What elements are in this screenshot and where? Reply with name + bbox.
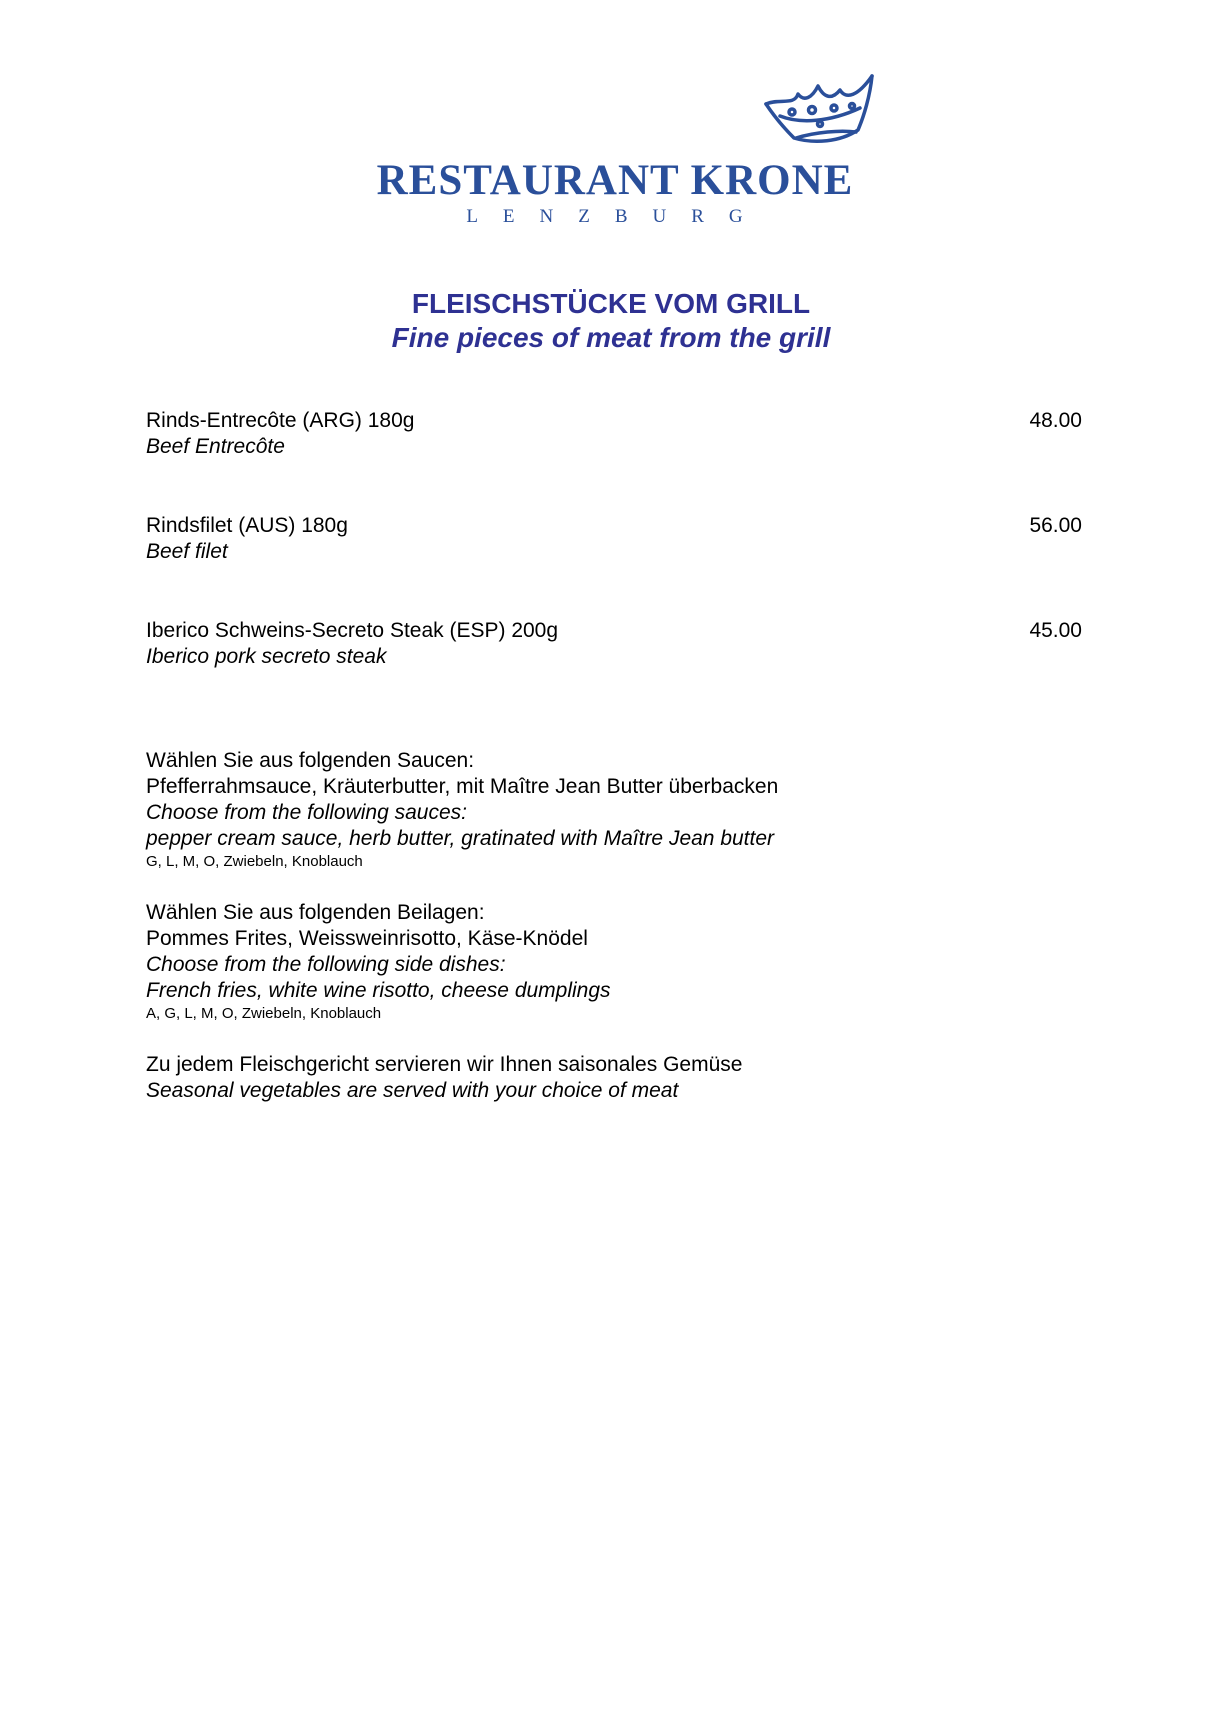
sides-list-de: Pommes Frites, Weissweinrisotto, Käse-Knödel	[146, 927, 588, 950]
menu-item	[146, 408, 1082, 460]
sauces-section	[146, 748, 1046, 872]
menu-item-price: 45.00	[1029, 619, 1082, 642]
sauces-list-de: Pfefferrahmsauce, Kräuterbutter, mit Maître Jean Butter überbacken	[146, 775, 779, 798]
sides-section	[146, 900, 1046, 1024]
section-title-de: FLEISCHSTÜCKE VOM GRILL	[411, 288, 811, 319]
sides-intro-de: Wählen Sie aus folgenden Beilagen:	[146, 901, 485, 924]
section-title-en: Fine pieces of meat from the grill	[391, 322, 831, 353]
menu-item-price: 48.00	[1029, 409, 1082, 432]
sauces-list-en: pepper cream sauce, herb butter, gratinated with Maître Jean butter	[146, 827, 775, 850]
vegetables-text-en: Seasonal vegetables are served with your choice of meat	[146, 1079, 679, 1102]
menu-item-name-en: Iberico pork secreto steak	[146, 645, 387, 668]
menu-item-name-de: Iberico Schweins-Secreto Steak (ESP) 200g	[146, 619, 559, 642]
crown-icon	[760, 72, 878, 150]
menu-item-name-de: Rinds-Entrecôte (ARG) 180g	[146, 409, 415, 432]
logo-title: RESTAURANT KRONE	[376, 157, 854, 204]
sides-allergens: A, G, L, M, O, Zwiebeln, Knoblauch	[146, 1005, 382, 1022]
menu-item	[146, 618, 1082, 670]
menu-item-price: 56.00	[1029, 514, 1082, 537]
menu-item	[146, 513, 1082, 565]
sauces-allergens: G, L, M, O, Zwiebeln, Knoblauch	[146, 853, 363, 870]
logo-subtitle: LENZBURG	[466, 206, 768, 227]
menu-item-name-en: Beef filet	[146, 540, 228, 563]
restaurant-logo	[0, 0, 1222, 240]
sides-list-en: French fries, white wine risotto, cheese dumplings	[146, 979, 611, 1002]
sauces-intro-en: Choose from the following sauces:	[146, 801, 467, 824]
sauces-intro-de: Wählen Sie aus folgenden Saucen:	[146, 749, 475, 772]
menu-item-name-de: Rindsfilet (AUS) 180g	[146, 514, 348, 537]
sides-intro-en: Choose from the following side dishes:	[146, 953, 506, 976]
vegetables-note	[146, 1052, 1046, 1104]
vegetables-text-de: Zu jedem Fleischgericht servieren wir Ihnen saisonales Gemüse	[146, 1053, 743, 1076]
menu-item-name-en: Beef Entrecôte	[146, 435, 285, 458]
